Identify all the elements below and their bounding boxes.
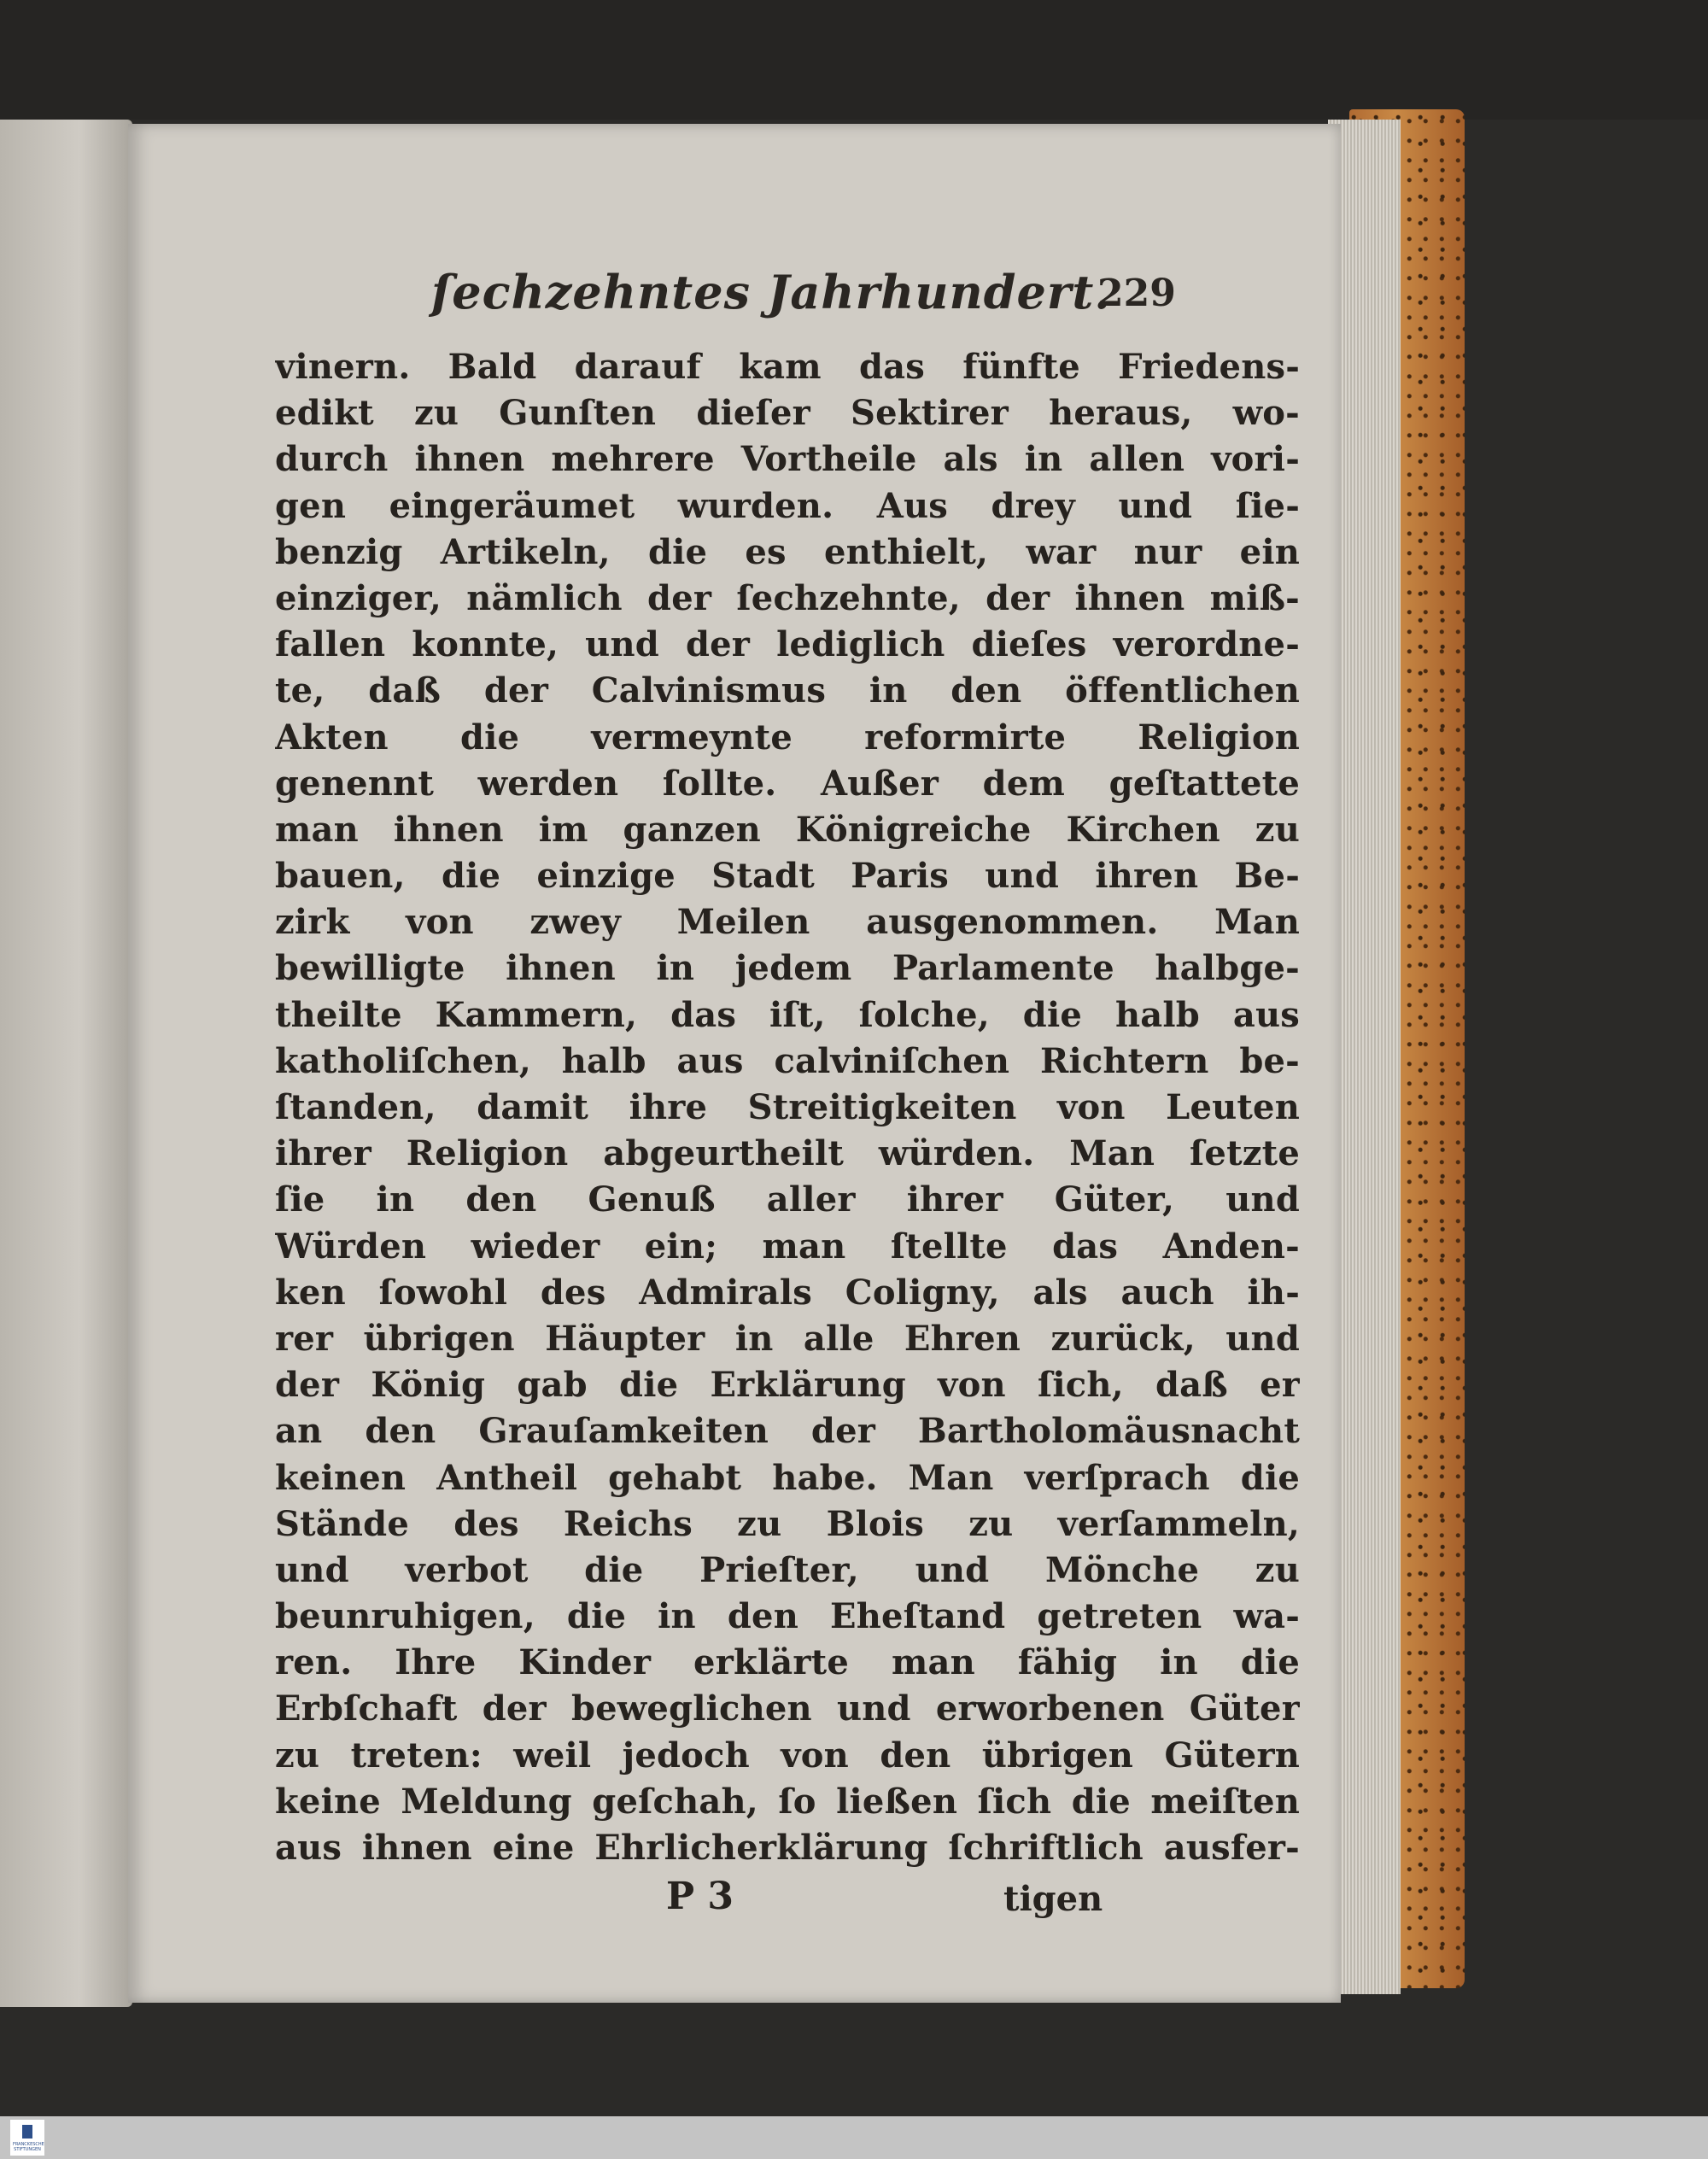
text-line: an den Grauſamkeiten der Bartholomäusnacht [275, 1411, 1300, 1452]
text-line: vinern. Bald darauf kam das fünfte Friedens- [275, 347, 1300, 387]
text-line: keinen Antheil gehabt habe. Man verſprach die [275, 1457, 1300, 1498]
text-line: der König gab die Erklärung von ſich, daß er [275, 1365, 1300, 1406]
text-line: ren. Ihre Kinder erklärte man fähig in die [275, 1642, 1300, 1683]
background-top [0, 0, 1708, 120]
text-line: Würden wieder ein; man ſtellte das Anden- [275, 1226, 1300, 1267]
viewer-footer-bar [0, 2116, 1708, 2159]
logo-icon [22, 2125, 32, 2139]
text-line: ken ſowohl des Admirals Coligny, als auch ih- [275, 1272, 1300, 1313]
text-line: zirk von zwey Meilen ausgenommen. Man [275, 902, 1300, 943]
text-line: ſie in den Genuß aller ihrer Güter, und [275, 1179, 1300, 1220]
text-line: gen eingeräumet wurden. Aus drey und ſie- [275, 485, 1300, 526]
text-line: ihrer Religion abgeurtheilt würden. Man ſetzte [275, 1133, 1300, 1174]
text-line: einziger, nämlich der ſechzehnte, der ihnen miß- [275, 577, 1300, 618]
text-line: edikt zu Gunſten dieſer Sektirer heraus, wo- [275, 393, 1300, 434]
signature-mark: P 3 [666, 1875, 734, 1918]
text-line: aus ihnen eine Ehrlicherklärung ſchriftlich ausfer- [275, 1828, 1300, 1868]
book-page [128, 124, 1341, 2003]
text-line: keine Meldung geſchah, ſo ließen ſich die meiſten [275, 1781, 1300, 1822]
text-line: beunruhigen, die in den Eheſtand getreten wa- [275, 1596, 1300, 1637]
catchword: tigen [1003, 1879, 1103, 1919]
running-title: ſechzehntes Jahrhundert. [431, 265, 1112, 319]
text-line: und verbot die Prieſter, und Mönche zu [275, 1549, 1300, 1590]
body-text [275, 344, 1300, 1871]
text-line: benzig Artikeln, die es enthielt, war nur ein [275, 531, 1300, 572]
text-line: Stände des Reichs zu Blois zu verſammeln, [275, 1503, 1300, 1544]
page-number: 229 [1097, 272, 1176, 315]
text-line: Akten die vermeynte reformirte Religion [275, 717, 1300, 758]
text-line: te, daß der Calvinismus in den öffentlichen [275, 670, 1300, 711]
logo-text: FRANCKESCHE STIFTUNGEN [13, 2142, 44, 2152]
text-line: ſtanden, damit ihre Streitigkeiten von Leuten [275, 1087, 1300, 1127]
institution-logo[interactable] [10, 2120, 44, 2156]
text-line: man ihnen im ganzen Königreiche Kirchen zu [275, 809, 1300, 850]
page-header [128, 265, 1341, 333]
text-line: fallen konnte, und der lediglich dieſes verordne- [275, 624, 1300, 665]
left-page-edge [0, 120, 132, 2007]
text-line: Erbſchaft der beweglichen und erworbenen Güter [275, 1688, 1300, 1729]
text-line: theilte Kammern, das iſt, ſolche, die halb aus [275, 994, 1300, 1035]
text-line: zu treten: weil jedoch von den übrigen Gütern [275, 1735, 1300, 1776]
text-line: rer übrigen Häupter in alle Ehren zurück, und [275, 1318, 1300, 1359]
text-line: durch ihnen mehrere Vortheile als in allen vori- [275, 439, 1300, 480]
text-line: katholiſchen, halb aus calviniſchen Richtern be- [275, 1040, 1300, 1081]
text-line: bauen, die einzige Stadt Paris und ihren Be- [275, 856, 1300, 897]
text-line: genennt werden ſollte. Außer dem geſtattete [275, 763, 1300, 804]
text-line: bewilligte ihnen in jedem Parlamente halbge- [275, 948, 1300, 989]
